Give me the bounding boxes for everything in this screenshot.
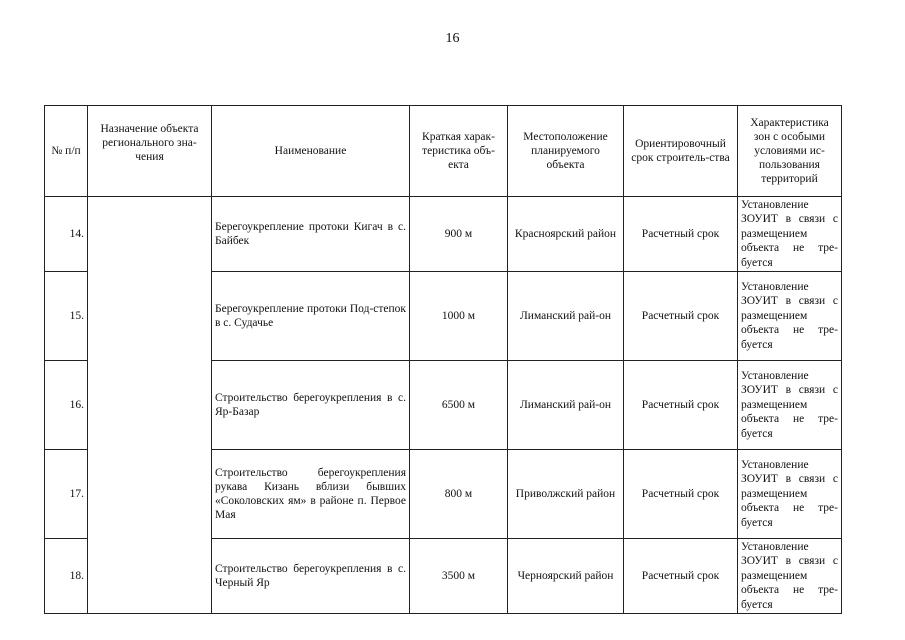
- object-location: Красноярский район: [508, 197, 624, 272]
- object-name: Строительство берегоукрепления рукава Кизань вблизи бывших «Соколовских ям» в районе п. Первое Мая: [212, 450, 410, 539]
- zone-characteristic: Установление ЗОУИТ в связи с размещением объекта не тре-буется: [738, 450, 842, 539]
- zone-characteristic: Установление ЗОУИТ в связи с размещением объекта не тре-буется: [738, 361, 842, 450]
- object-location: Черноярский район: [508, 539, 624, 614]
- row-number: 17.: [45, 450, 88, 539]
- zone-characteristic: Установление ЗОУИТ в связи с размещением объекта не тре-буется: [738, 272, 842, 361]
- object-location: Приволжский район: [508, 450, 624, 539]
- header-purpose: Назначение объекта регионального зна-чения: [88, 106, 212, 197]
- table-header-row: [45, 106, 842, 197]
- row-number: 15.: [45, 272, 88, 361]
- object-characteristic: 1000 м: [410, 272, 508, 361]
- object-characteristic: 6500 м: [410, 361, 508, 450]
- object-name: Строительство берегоукрепления в с. Яр-Базар: [212, 361, 410, 450]
- object-location: Лиманский рай-он: [508, 361, 624, 450]
- construction-term: Расчетный срок: [624, 539, 738, 614]
- construction-term: Расчетный срок: [624, 361, 738, 450]
- construction-term: Расчетный срок: [624, 197, 738, 272]
- purpose-cell: [88, 197, 212, 614]
- row-number: 14.: [45, 197, 88, 272]
- zone-characteristic: Установление ЗОУИТ в связи с размещением объекта не тре-буется: [738, 539, 842, 614]
- zone-characteristic: Установление ЗОУИТ в связи с размещением объекта не тре-буется: [738, 197, 842, 272]
- header-zones: Характеристика зон с особыми условиями ис-пользования территорий: [738, 106, 842, 197]
- row-number: 16.: [45, 361, 88, 450]
- header-term: Ориентировочный срок строитель-ства: [624, 106, 738, 197]
- row-number: 18.: [45, 539, 88, 614]
- object-characteristic: 900 м: [410, 197, 508, 272]
- object-characteristic: 3500 м: [410, 539, 508, 614]
- object-name: Строительство берегоукрепления в с. Черный Яр: [212, 539, 410, 614]
- table-row: [45, 197, 842, 272]
- construction-term: Расчетный срок: [624, 450, 738, 539]
- object-location: Лиманский рай-он: [508, 272, 624, 361]
- header-characteristic: Краткая харак-теристика объ-екта: [410, 106, 508, 197]
- object-name: Берегоукрепление протоки Под-степок в с. Судачье: [212, 272, 410, 361]
- header-num: № п/п: [45, 106, 88, 197]
- header-name: Наименование: [212, 106, 410, 197]
- regional-objects-table: [44, 105, 842, 614]
- object-characteristic: 800 м: [410, 450, 508, 539]
- object-name: Берегоукрепление протоки Кигач в с. Байбек: [212, 197, 410, 272]
- construction-term: Расчетный срок: [624, 272, 738, 361]
- page-number: 16: [445, 31, 460, 46]
- header-location: Местоположение планируемого объекта: [508, 106, 624, 197]
